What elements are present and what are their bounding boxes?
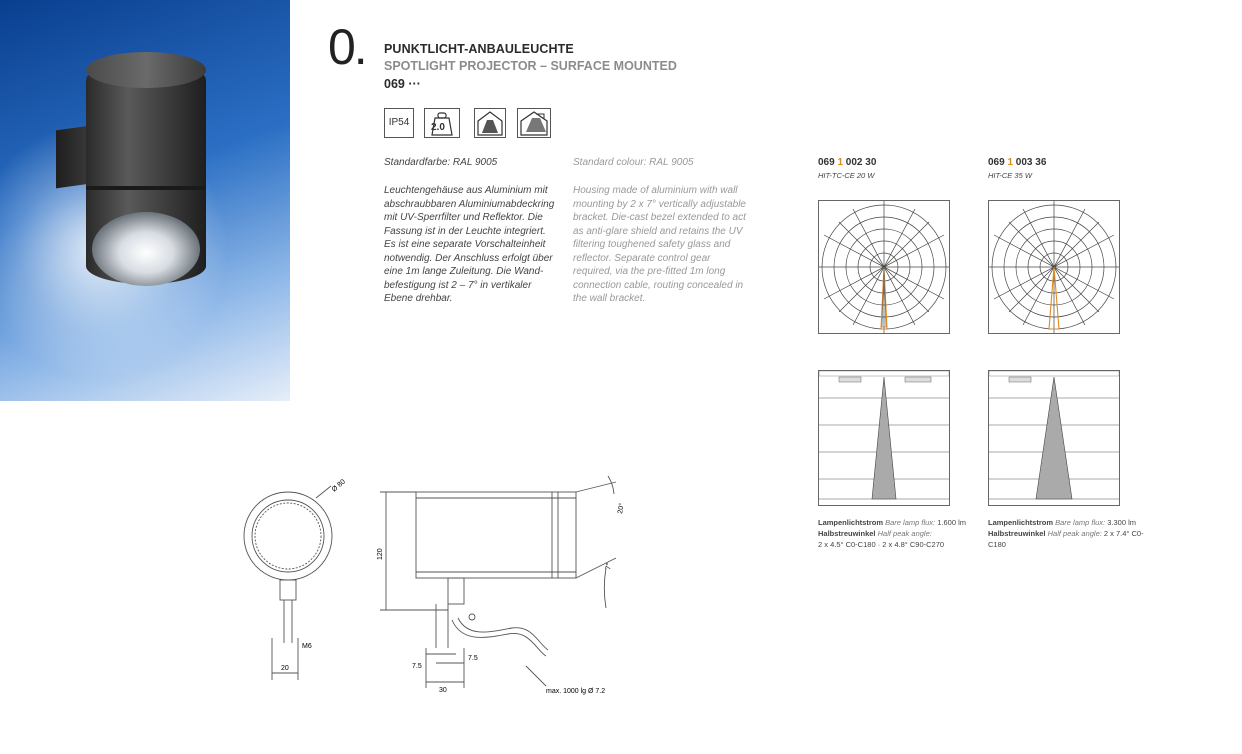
variant-lamp: HIT-CE 35 W [988, 171, 1032, 180]
variant-photometric-data: Lampenlichtstrom Bare lamp flux: 1.600 lm Halbstreuwinkel Half peak angle: 2 x 4.5° C0-C180 · 2 x 4.8° C90-C270 [818, 518, 967, 549]
description-de: Leuchtengehäuse aus Aluminium mit abschraubbaren Aluminiumabdeckring mit UV-Sperrfilter und Reflektor. Die Fassung ist in der Leuchte integriert. Es ist eine separate Vorschalteinheit notwendig. Der Anschluss erfolgt über eine 1m lange Zuleitung. Die Wand-befestigung ist 2 – 7° in vertikaler Ebene drehbar. [384, 185, 555, 304]
luminaire-ring [86, 186, 206, 190]
dim-height-120: 120 [377, 548, 384, 560]
polar-diagram [988, 200, 1120, 334]
technical-drawing [236, 468, 656, 708]
dim-thread: M6 [302, 643, 312, 650]
standard-colour-de: Standardfarbe: RAL 9005 [384, 157, 498, 168]
dim-width-20: 20 [281, 665, 289, 672]
luminaire-lens [92, 212, 200, 286]
dim-angle-20: 20° [617, 502, 626, 515]
description-en: Housing made of aluminium with wall mounting by 2 x 7° vertically adjustable bracket. Die-cast bezel extended to act as anti-glare shield and retains the UV filtering toughened safety glass and reflector. Separate control gear required, via the pre-fitted 1m long connection cable, routing concealed in the wall bracket. [573, 185, 746, 304]
product-photo [0, 0, 290, 401]
polar-diagram [818, 200, 950, 334]
dim-30: 30 [439, 687, 447, 694]
variant-code: 069 1 003 36 [988, 157, 1047, 168]
luminaire-top [86, 52, 206, 88]
standard-colour-en: Standard colour: RAL 9005 [573, 157, 694, 168]
title-en: SPOTLIGHT PROJECTOR – SURFACE MOUNTED [384, 59, 677, 73]
variant-photometric-data: Lampenlichtstrom Bare lamp flux: 3.300 lm Halbstreuwinkel Half peak angle: 2 x 7.4° C0-C180 [988, 518, 1144, 549]
section-number: 0. [328, 19, 366, 75]
wall-bracket [56, 126, 90, 189]
wall-mount-icon [517, 108, 551, 138]
light-cone-icon [474, 108, 506, 138]
ip54-icon: IP54 [384, 108, 414, 138]
variant-code: 069 1 002 30 [818, 157, 877, 168]
dim-7-5-left: 7.5 [412, 663, 422, 670]
dim-angle-7: 7° [605, 562, 614, 571]
weight-label: 2.0 [431, 122, 445, 133]
dim-cable: max. 1000 lg Ø 7.2 [546, 688, 606, 695]
variant-lamp: HIT-TC-CE 20 W [818, 171, 875, 180]
cone-diagram [818, 370, 950, 506]
article-number: 069 ··· [384, 77, 421, 91]
cone-diagram [988, 370, 1120, 506]
title-de: PUNKTLICHT-ANBAULEUCHTE [384, 42, 574, 56]
dim-diameter: Ø 80 [330, 478, 347, 494]
dim-7-5-right: 7.5 [468, 655, 478, 662]
